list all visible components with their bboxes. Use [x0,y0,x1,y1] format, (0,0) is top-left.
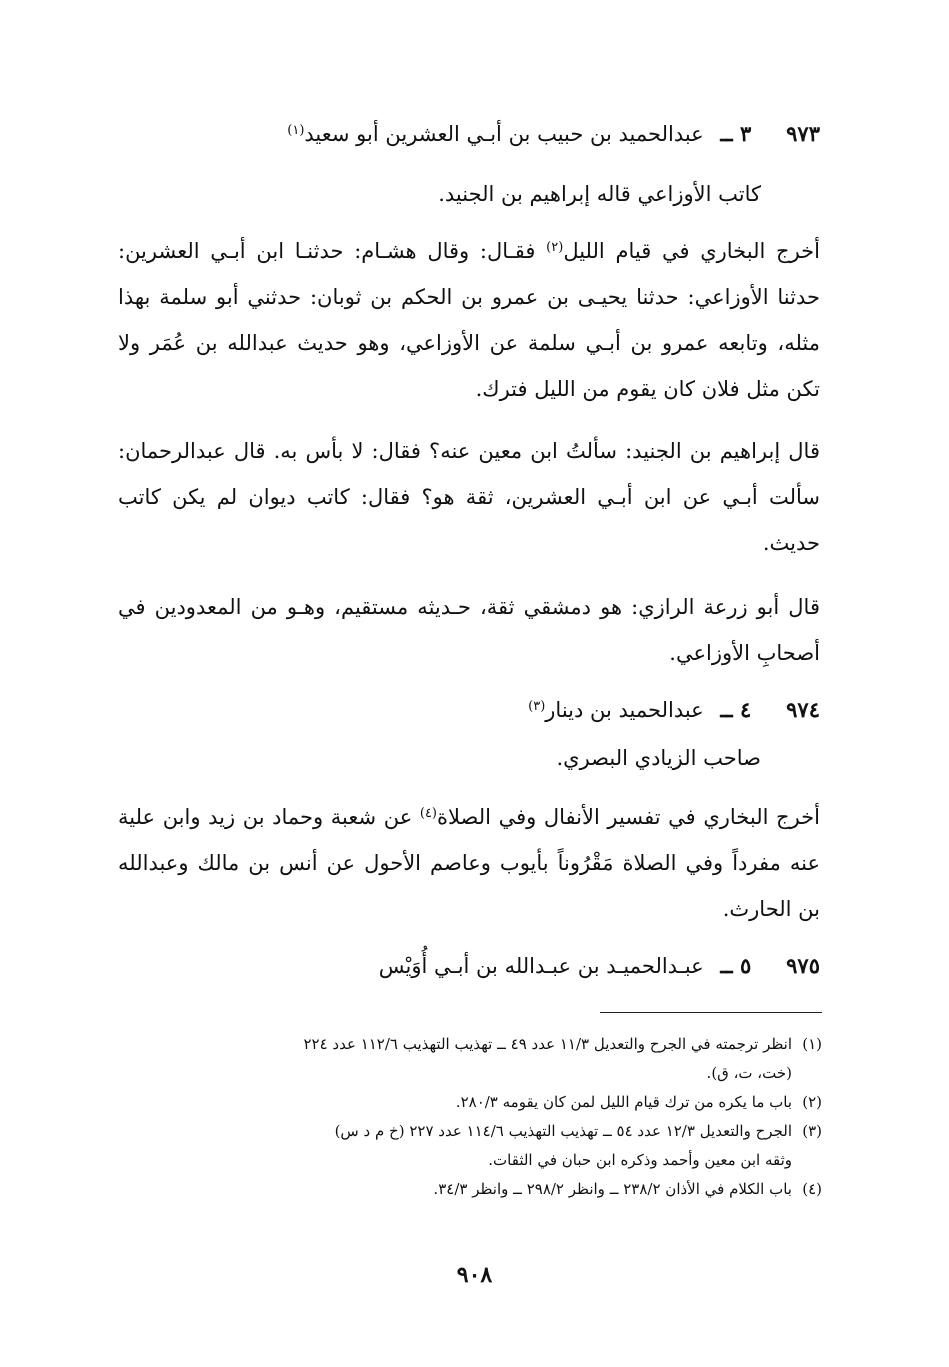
paragraph-text: عن شعبة وحماد بن زيد وابن علية عنه مفرداً وفي الصلاة مَقْرُوناً بأيوب وعاصم الأحول عن أنس بن مالك وعبدالله بن الحارث. [118,805,820,921]
footnote-number: (٢) [802,1093,822,1111]
entry-number: ٩٧٣ [786,121,820,146]
paragraph-4 [118,794,820,932]
entry-index: ٣ ــ [720,121,752,146]
paragraph-2: قال إبراهيم بن الجنيد: سألتُ ابن معين عنه؟ فقال: لا بأس به. قال عبدالرحمان: سألت أبـي عن ابن أبـي العشرين، ثقة هو؟ فقال: كاتب ديوان لم يكن كاتب حديث. [118,439,820,555]
paragraph-1 [118,228,820,412]
entry-name: عبدالحميد بن حبيب بن أبـي العشرين أبو سعيد [304,122,704,146]
footnote-text: انظر ترجمته في الجرح والتعديل ١١/٣ عدد ٤٩ ــ تهذيب التهذيب ١١٢/٦ عدد ٢٢٤ [303,1035,792,1053]
footnote-ref: (٤) [419,806,437,821]
paragraph-text: أخرج البخاري في تفسير الأنفال وفي الصلاة [437,805,820,829]
footnote-1-continuation: (خت، ت، ق). [706,1064,792,1082]
entry-subtitle-973: كاتب الأوزاعي قاله إبراهيم بن الجنيد. [438,182,761,206]
footnote-3-continuation: وثقه ابن معين وأحمد وذكره ابن حبان في الثقات. [488,1151,792,1169]
footnote-2 [118,1088,822,1117]
footnote-1 [118,1030,822,1059]
footnote-number: (٣) [802,1122,822,1140]
entry-index: ٤ ــ [720,697,752,722]
page-number: ٩٠٨ [456,1262,493,1288]
footnote-separator [600,1012,822,1013]
footnote-text: الجرح والتعديل ١٢/٣ عدد ٥٤ ــ تهذيب التهذيب ١١٤/٦ عدد ٢٢٧ (خ م د س) [334,1122,792,1140]
entry-heading-973 [118,114,820,154]
footnote-ref: (١) [287,123,305,138]
footnote-ref: (٢) [546,240,564,255]
entry-index: ٥ ــ [720,953,752,978]
entry-heading-974 [118,690,820,730]
footnote-3 [118,1117,822,1146]
footnotes [118,1030,822,1204]
paragraph-text: فقـال: وقال هشـام: حدثنـا ابن أبـي العشرين: حدثنا الأوزاعي: حدثنا يحيـى بن عمرو بن الحكم بن ثوبان: حدثني أبو سلمة بهذا مثله، وتابعه عمرو بن أبـي سلمة عن الأوزاعي، وهو حديث عبدالله بن عُمَر ولا تكن مثل فلان كان يقوم من الليل فترك. [118,239,820,401]
paragraph-text: أخرج البخاري في قيام الليل [563,239,820,263]
entry-number: ٩٧٤ [786,697,820,722]
footnote-number: (٤) [802,1180,822,1198]
entry-name: عبـدالحميـد بن عبـدالله بن أبـي أُوَيْس [378,954,704,978]
footnote-4 [118,1175,822,1204]
footnote-text: باب الكلام في الأذان ٢٣٨/٢ ــ وانظر ٢٩٨/٢ ــ وانظر ٣٤/٣. [433,1180,792,1198]
footnote-ref: (٣) [528,699,546,714]
paragraph-3: قال أبو زرعة الرازي: هو دمشقي ثقة، حـديثه مستقيم، وهـو من المعدودين في أصحابِ الأوزاعي. [118,595,820,665]
entry-name: عبدالحميد بن دينار [545,698,704,722]
footnote-text: باب ما يكره من ترك قيام الليل لمن كان يقومه ٢٨٠/٣. [455,1093,792,1111]
entry-heading-975 [118,946,820,986]
entry-subtitle-974: صاحب الزيادي البصري. [556,746,761,770]
footnote-number: (١) [802,1035,822,1053]
entry-number: ٩٧٥ [786,953,820,978]
